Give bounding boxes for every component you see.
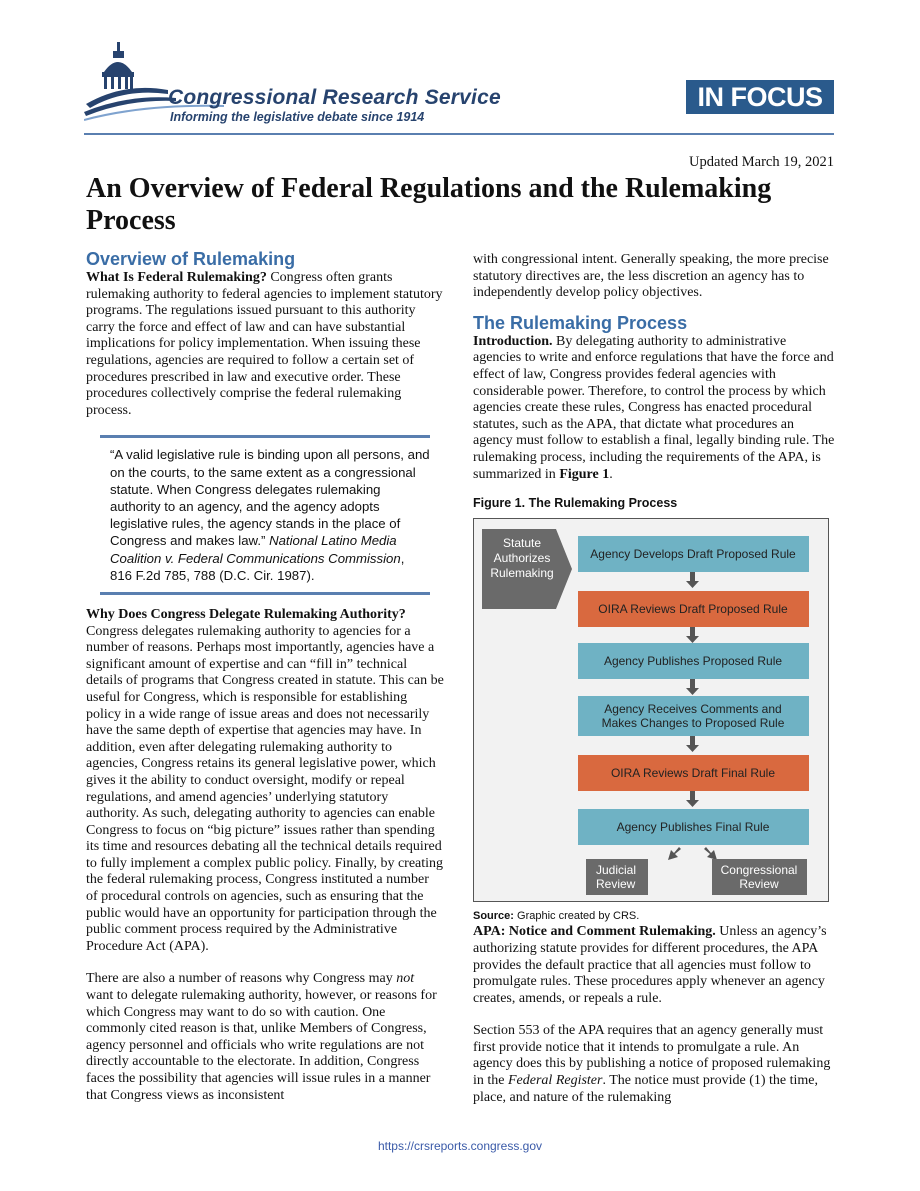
text-553-a: Section 553 of the APA requires that an agency generally must first provide notice that it intends to promulgate a rule. An agency does this by publishing a notice of proposed rulemaking in the xyxy=(473,1023,831,1089)
section-heading-process: The Rulemaking Process xyxy=(473,312,688,333)
text-553-b: . The notice must provide (1) the time, place, and nature of the rulemaking xyxy=(473,1073,819,1105)
quote-text: “A valid legislative rule is binding upon all persons, and on the courts, to the same extent as a congressional statute. When Congress delegates rulemaking authority to an agency, and the agency adopts legislative rules, the agency stands in the place of Congress and makes law.” xyxy=(110,447,430,549)
step-agency-receives-comments xyxy=(578,696,809,736)
quote-citation: , 816 F.2d 785, 788 (D.C. Cir. 1987). xyxy=(110,550,405,583)
arrow-down-icon xyxy=(686,572,699,588)
congress-label-1: Congressional xyxy=(720,862,798,877)
paragraph-apa-notice xyxy=(473,924,835,1007)
text-introduction-end: . xyxy=(609,466,613,482)
figure-source xyxy=(473,908,835,925)
step-4-label-1: Agency Receives Comments and xyxy=(604,701,782,716)
step-6-label: Agency Publishes Final Rule xyxy=(616,819,770,834)
statute-authorizes-node xyxy=(482,529,572,609)
step-4-label-2: Makes Changes to Proposed Rule xyxy=(601,715,785,730)
figure-caption: Figure 1. The Rulemaking Process xyxy=(473,496,678,511)
footer-url-link[interactable]: https://crsreports.congress.gov xyxy=(377,1139,543,1153)
text-what-is-rulemaking: Congress often grants rulemaking authority to federal agencies to implement statutory programs. The regulations issued pursuant to this authority carry the force and effect of law and can have substantial implications for policy implementation. When issuing these regulations, agencies are required to follow a certain set of procedures prescribed in law and executive order. These procedures collectively comprise the federal rulemaking process. xyxy=(86,270,443,418)
step-5-label: OIRA Reviews Draft Final Rule xyxy=(610,765,776,780)
statute-label-3: Rulemaking xyxy=(490,565,554,580)
judicial-label-1: Judicial xyxy=(596,862,637,877)
right-column xyxy=(473,252,835,1106)
step-oira-reviews-final xyxy=(578,755,809,791)
step-2-label: OIRA Reviews Draft Proposed Rule xyxy=(598,601,788,616)
judicial-label-2: Review xyxy=(596,876,636,891)
quote-case-name: National Latino Media Coalition v. Federal Communications Commission xyxy=(110,533,401,566)
split-arrows-icon xyxy=(668,847,717,860)
congress-label-2: Review xyxy=(739,876,779,891)
arrow-down-icon xyxy=(686,791,699,807)
lead-why-delegate: Why Does Congress Delegate Rulemaking Authority? xyxy=(86,606,406,622)
source-label: Source: xyxy=(473,909,514,922)
brand-name: Congressional Research Service xyxy=(168,86,501,109)
updated-date: Updated March 19, 2021 xyxy=(689,154,834,170)
text-why-delegate: Congress delegates rulemaking authority to agencies for a number of reasons. Perhaps most importantly, agencies have a significant amount of expertise and can “fill in” technical details of programs that Congress created in statute. This can be useful for Congress, which is responsible for establishing policy in a wide range of issue areas and does not necessarily have the same depth of expertise that agencies may have. In addition, even after delegating rulemaking authority to agencies, Congress retains its general legislative power, which gives it the ability to conduct oversight, modify or repeal regulations, and amend agencies’ underlying statutory authority. As such, delegating authority to agencies can enable Congress to focus on “big picture” issues rather than spending its time and resources debating all the technical details required to fully implement a complex public policy. Finally, by creating the federal rulemaking process, Congress instituted a number of procedural controls on agencies, such as ensuring that the public would have an opportunity for participation through the public comment process required by the Administrative Procedure Act (APA). xyxy=(86,623,444,954)
lead-what-is-rulemaking: What Is Federal Rulemaking? xyxy=(86,270,267,285)
figure-reference-link[interactable]: Figure 1 xyxy=(559,466,610,482)
section-heading-overview: Overview of Rulemaking xyxy=(86,249,296,269)
text-apa-notice: Unless an agency’s authorizing statute provides for different procedures, the APA provides the default practice that all agencies must follow to promulgate rules. These procedures apply whenever an agency creates, amends, or repeals a rule. xyxy=(473,924,827,1006)
arrow-down-icon xyxy=(686,679,699,695)
congressional-review-node xyxy=(712,859,807,895)
judicial-review-node xyxy=(586,859,648,895)
step-agency-develops xyxy=(578,536,809,572)
arrow-down-icon xyxy=(686,627,699,643)
paragraph-reasons-not xyxy=(86,971,444,1104)
text-reasons-em: not xyxy=(396,971,415,987)
paragraph-section-553 xyxy=(473,1023,835,1106)
source-text: Graphic created by CRS. xyxy=(513,909,640,922)
statute-label-2: Authorizes xyxy=(493,550,551,565)
paragraph-what-is-rulemaking xyxy=(86,270,444,419)
step-1-label: Agency Develops Draft Proposed Rule xyxy=(590,546,796,561)
step-agency-publishes-proposed xyxy=(578,643,809,679)
pull-quote xyxy=(100,435,430,595)
statute-label-1: Statute xyxy=(502,535,542,550)
lead-introduction: Introduction. xyxy=(473,333,553,349)
in-focus-badge: IN FOCUS xyxy=(686,80,834,114)
paragraph-why-delegate xyxy=(86,607,444,955)
step-3-label: Agency Publishes Proposed Rule xyxy=(603,653,783,668)
text-introduction: By delegating authority to administrative agencies to write and enforce regulations that have the force and effect of law, Congress provides federal agencies with considerable power. Therefore, to control the process by which agencies create these rules, Congress has enacted procedural statutes, such as the APA, that dictate what procedures an agency must follow to establish a final, legally binding rule. The rulemaking process, including the requirements of the APA, is summarized in xyxy=(473,333,835,482)
lead-apa-notice: APA: Notice and Comment Rulemaking. xyxy=(473,924,716,940)
arrow-down-icon xyxy=(686,736,699,752)
text-reasons-b: want to delegate rulemaking authority, however, or reasons for which Congress may want to do so with caution. One commonly cited reason is that, unlike Members of Congress, agency personnel and officials who write regulations are not directly accountable to the electorate. In addition, Congress faces the possibility that agencies will issue rules in a manner that Congress views as inconsistent xyxy=(86,988,437,1103)
header-divider xyxy=(84,133,834,135)
paragraph-congressional-intent: with congressional intent. Generally speaking, the more precise statutory directives are, the less discretion an agency has to independently develop policy objectives. xyxy=(473,252,829,301)
step-oira-reviews-proposed xyxy=(578,591,809,627)
paragraph-introduction xyxy=(473,334,835,483)
left-column xyxy=(86,248,444,1104)
text-reasons-a: There are also a number of reasons why Congress may xyxy=(86,971,397,987)
brand-tagline: Informing the legislative debate since 1914 xyxy=(170,110,425,124)
text-553-em: Federal Register xyxy=(508,1073,603,1089)
step-agency-publishes-final xyxy=(578,809,809,845)
page-title: An Overview of Federal Regulations and the Rulemaking Process xyxy=(86,173,772,236)
rulemaking-flowchart xyxy=(473,518,829,902)
